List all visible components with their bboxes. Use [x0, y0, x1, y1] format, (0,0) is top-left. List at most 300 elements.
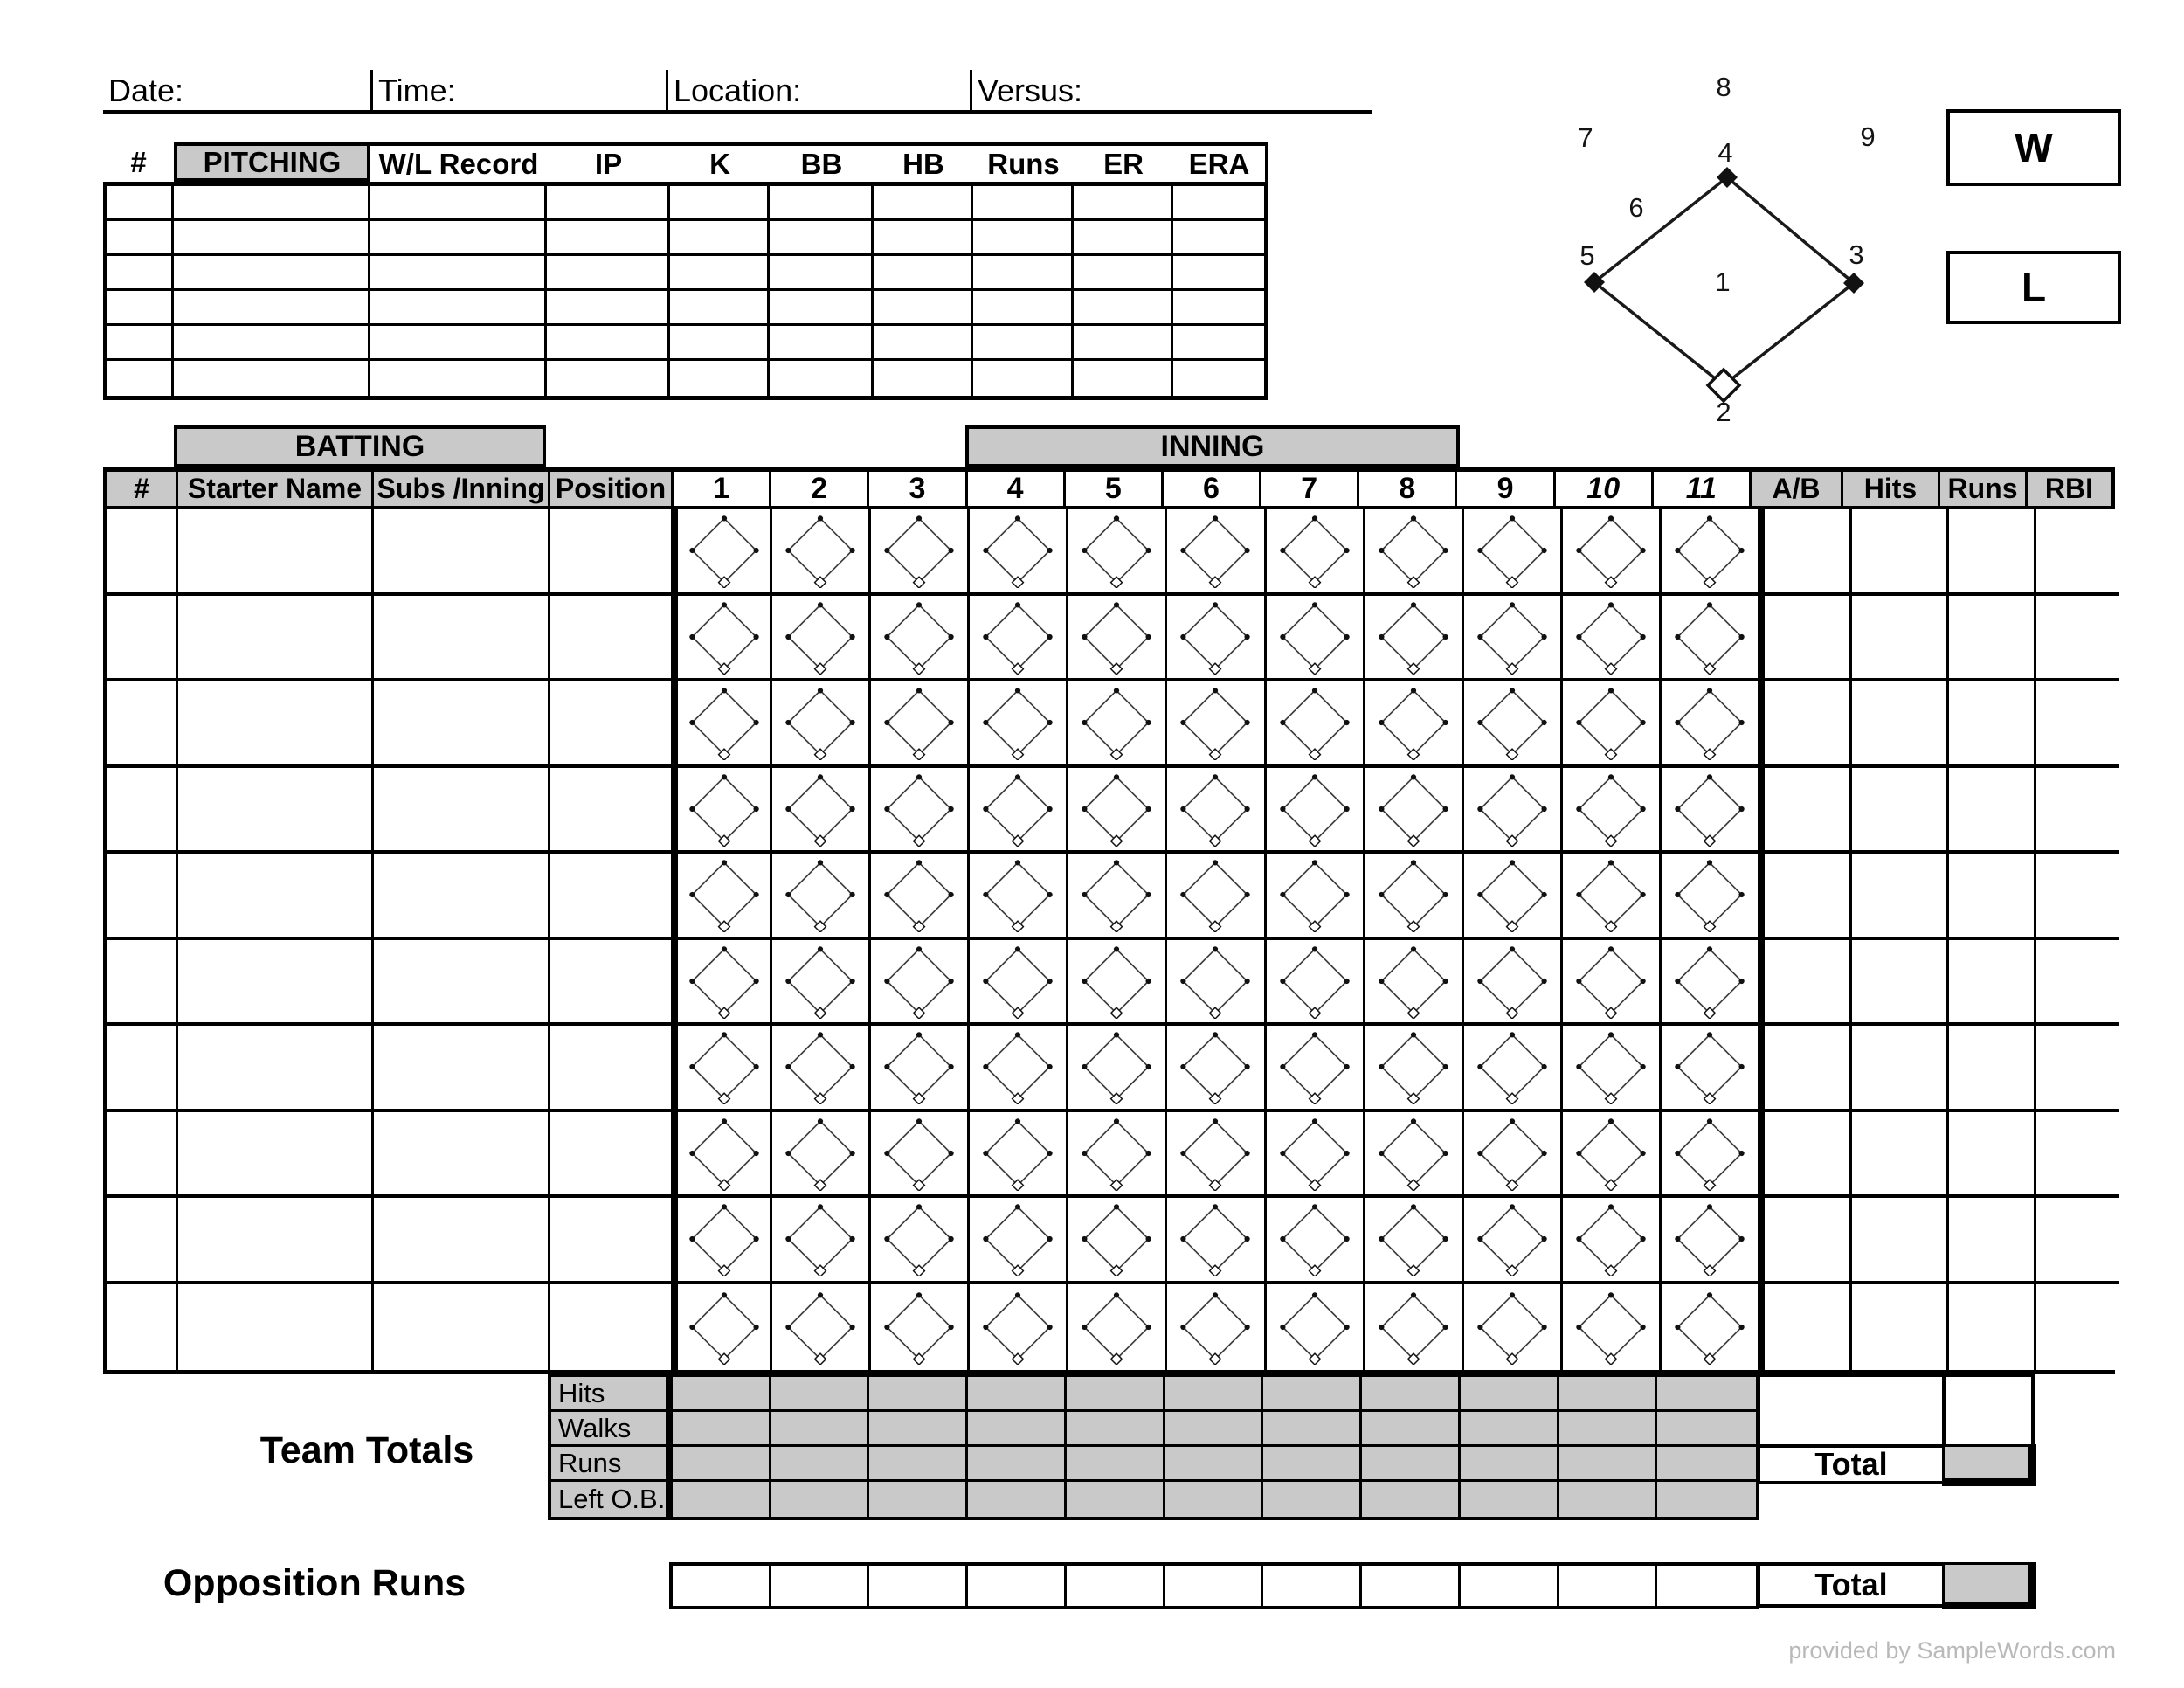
player-info-cell[interactable]: [374, 940, 550, 1023]
batter-stat-cell[interactable]: [1949, 854, 2036, 937]
inning-score-cell[interactable]: [1167, 1112, 1266, 1195]
team-total-input-cell[interactable]: [1559, 1412, 1658, 1447]
inning-score-cell[interactable]: [1167, 596, 1266, 679]
inning-score-cell[interactable]: [1267, 768, 1365, 851]
batter-stat-cell[interactable]: [1760, 1284, 1852, 1371]
player-info-cell[interactable]: [550, 1284, 674, 1371]
inning-score-cell[interactable]: [970, 1198, 1068, 1281]
inning-score-cell[interactable]: [1267, 1284, 1365, 1371]
game-info-field-location[interactable]: [666, 70, 970, 110]
batter-stat-cell[interactable]: [2036, 596, 2119, 679]
team-total-input-cell[interactable]: [673, 1412, 771, 1447]
inning-score-cell[interactable]: [1267, 596, 1365, 679]
inning-score-cell[interactable]: [1167, 940, 1266, 1023]
inning-score-cell[interactable]: [1662, 509, 1760, 592]
inning-score-cell[interactable]: [1563, 681, 1662, 764]
inning-score-cell[interactable]: [970, 1112, 1068, 1195]
player-info-cell[interactable]: [107, 1112, 178, 1195]
batter-stat-cell[interactable]: [1760, 768, 1852, 851]
pitching-input-cell[interactable]: [107, 186, 174, 221]
inning-score-cell[interactable]: [1662, 940, 1760, 1023]
team-total-input-cell[interactable]: [1362, 1447, 1461, 1482]
pitching-input-cell[interactable]: [547, 221, 670, 256]
opposition-run-cell[interactable]: [673, 1566, 771, 1606]
inning-score-cell[interactable]: [970, 768, 1068, 851]
team-total-input-cell[interactable]: [1559, 1447, 1658, 1482]
batter-stat-cell[interactable]: [1852, 509, 1949, 592]
batter-stat-cell[interactable]: [1852, 854, 1949, 937]
player-info-cell[interactable]: [178, 940, 374, 1023]
inning-score-cell[interactable]: [1662, 854, 1760, 937]
inning-score-cell[interactable]: [1267, 509, 1365, 592]
team-total-input-cell[interactable]: [673, 1377, 771, 1412]
player-info-cell[interactable]: [550, 1026, 674, 1109]
inning-score-cell[interactable]: [674, 854, 772, 937]
inning-score-cell[interactable]: [674, 768, 772, 851]
inning-score-cell[interactable]: [1267, 940, 1365, 1023]
team-total-value-cell[interactable]: [1942, 1444, 2036, 1486]
team-total-input-cell[interactable]: [869, 1377, 968, 1412]
inning-score-cell[interactable]: [1068, 509, 1167, 592]
pitching-input-cell[interactable]: [174, 186, 370, 221]
team-total-input-cell[interactable]: [968, 1447, 1067, 1482]
inning-score-cell[interactable]: [1464, 1284, 1563, 1371]
team-total-input-cell[interactable]: [869, 1447, 968, 1482]
inning-score-cell[interactable]: [1662, 1198, 1760, 1281]
inning-score-cell[interactable]: [674, 1112, 772, 1195]
opposition-run-cell[interactable]: [1067, 1566, 1165, 1606]
batter-stat-cell[interactable]: [1760, 1112, 1852, 1195]
inning-score-cell[interactable]: [871, 596, 970, 679]
inning-score-cell[interactable]: [1068, 1198, 1167, 1281]
player-info-cell[interactable]: [550, 940, 674, 1023]
batter-stat-cell[interactable]: [1949, 940, 2036, 1023]
team-total-input-cell[interactable]: [1362, 1377, 1461, 1412]
team-total-input-cell[interactable]: [1657, 1482, 1756, 1517]
inning-score-cell[interactable]: [1267, 681, 1365, 764]
inning-score-cell[interactable]: [970, 1284, 1068, 1371]
player-info-cell[interactable]: [550, 1198, 674, 1281]
game-info-field-time[interactable]: [370, 70, 666, 110]
team-total-input-cell[interactable]: [1263, 1412, 1362, 1447]
team-total-input-cell[interactable]: [968, 1482, 1067, 1517]
inning-score-cell[interactable]: [1563, 1026, 1662, 1109]
opposition-run-cell[interactable]: [1165, 1566, 1264, 1606]
opposition-run-cell[interactable]: [1559, 1566, 1658, 1606]
batter-stat-cell[interactable]: [2036, 854, 2119, 937]
player-info-cell[interactable]: [178, 681, 374, 764]
pitching-input-cell[interactable]: [174, 256, 370, 291]
player-info-cell[interactable]: [107, 1198, 178, 1281]
team-total-input-cell[interactable]: [1362, 1482, 1461, 1517]
inning-score-cell[interactable]: [674, 1284, 772, 1371]
player-info-cell[interactable]: [107, 681, 178, 764]
pitching-input-cell[interactable]: [770, 256, 874, 291]
pitching-input-cell[interactable]: [370, 256, 547, 291]
batter-stat-cell[interactable]: [1949, 1284, 2036, 1371]
inning-score-cell[interactable]: [1068, 596, 1167, 679]
team-total-input-cell[interactable]: [869, 1482, 968, 1517]
player-info-cell[interactable]: [374, 854, 550, 937]
inning-score-cell[interactable]: [1167, 1198, 1266, 1281]
player-info-cell[interactable]: [178, 768, 374, 851]
pitching-input-cell[interactable]: [370, 186, 547, 221]
batter-stat-cell[interactable]: [1949, 509, 2036, 592]
player-info-cell[interactable]: [107, 596, 178, 679]
team-total-input-cell[interactable]: [1165, 1447, 1264, 1482]
team-total-input-cell[interactable]: [869, 1412, 968, 1447]
batter-stat-cell[interactable]: [1852, 1198, 1949, 1281]
team-total-input-cell[interactable]: [771, 1482, 870, 1517]
batter-stat-cell[interactable]: [1852, 1284, 1949, 1371]
inning-score-cell[interactable]: [1563, 509, 1662, 592]
player-info-cell[interactable]: [550, 681, 674, 764]
inning-score-cell[interactable]: [674, 1198, 772, 1281]
batter-stat-cell[interactable]: [1852, 940, 1949, 1023]
inning-score-cell[interactable]: [871, 1026, 970, 1109]
player-info-cell[interactable]: [550, 768, 674, 851]
batter-stat-cell[interactable]: [2036, 940, 2119, 1023]
inning-score-cell[interactable]: [1365, 1198, 1464, 1281]
inning-score-cell[interactable]: [772, 940, 871, 1023]
player-info-cell[interactable]: [178, 596, 374, 679]
team-total-input-cell[interactable]: [1263, 1377, 1362, 1412]
batter-stat-cell[interactable]: [2036, 509, 2119, 592]
inning-score-cell[interactable]: [871, 854, 970, 937]
inning-score-cell[interactable]: [1068, 681, 1167, 764]
pitching-input-cell[interactable]: [1173, 326, 1264, 361]
batter-stat-cell[interactable]: [1760, 854, 1852, 937]
inning-score-cell[interactable]: [674, 596, 772, 679]
opposition-run-cell[interactable]: [1657, 1566, 1756, 1606]
pitching-input-cell[interactable]: [973, 256, 1074, 291]
pitching-input-cell[interactable]: [370, 361, 547, 396]
inning-score-cell[interactable]: [970, 681, 1068, 764]
inning-score-cell[interactable]: [1464, 596, 1563, 679]
player-info-cell[interactable]: [374, 768, 550, 851]
pitching-input-cell[interactable]: [874, 291, 973, 326]
inning-score-cell[interactable]: [1167, 1284, 1266, 1371]
player-info-cell[interactable]: [550, 854, 674, 937]
player-info-cell[interactable]: [178, 509, 374, 592]
inning-score-cell[interactable]: [1267, 1198, 1365, 1281]
inning-score-cell[interactable]: [1365, 940, 1464, 1023]
player-info-cell[interactable]: [550, 596, 674, 679]
pitching-input-cell[interactable]: [770, 186, 874, 221]
inning-score-cell[interactable]: [871, 768, 970, 851]
batter-stat-cell[interactable]: [1760, 596, 1852, 679]
batter-stat-cell[interactable]: [1949, 596, 2036, 679]
pitching-input-cell[interactable]: [770, 291, 874, 326]
inning-score-cell[interactable]: [674, 509, 772, 592]
inning-score-cell[interactable]: [772, 1284, 871, 1371]
inning-score-cell[interactable]: [1464, 681, 1563, 764]
pitching-input-cell[interactable]: [174, 291, 370, 326]
pitching-input-cell[interactable]: [670, 291, 770, 326]
player-info-cell[interactable]: [374, 1284, 550, 1371]
player-info-cell[interactable]: [178, 1112, 374, 1195]
inning-score-cell[interactable]: [871, 940, 970, 1023]
team-total-input-cell[interactable]: [771, 1377, 870, 1412]
batter-stat-cell[interactable]: [1949, 768, 2036, 851]
inning-score-cell[interactable]: [871, 1112, 970, 1195]
inning-score-cell[interactable]: [674, 1026, 772, 1109]
pitching-input-cell[interactable]: [874, 221, 973, 256]
player-info-cell[interactable]: [107, 509, 178, 592]
team-total-input-cell[interactable]: [1263, 1447, 1362, 1482]
inning-score-cell[interactable]: [1464, 854, 1563, 937]
team-total-input-cell[interactable]: [968, 1377, 1067, 1412]
pitching-input-cell[interactable]: [670, 361, 770, 396]
inning-score-cell[interactable]: [970, 940, 1068, 1023]
inning-score-cell[interactable]: [1068, 1112, 1167, 1195]
pitching-input-cell[interactable]: [1074, 186, 1173, 221]
opposition-run-cell[interactable]: [1263, 1566, 1362, 1606]
opposition-run-cell[interactable]: [869, 1566, 968, 1606]
batter-stat-cell[interactable]: [2036, 768, 2119, 851]
inning-score-cell[interactable]: [772, 1112, 871, 1195]
inning-score-cell[interactable]: [1167, 681, 1266, 764]
player-info-cell[interactable]: [178, 1284, 374, 1371]
inning-score-cell[interactable]: [772, 1026, 871, 1109]
player-info-cell[interactable]: [107, 1284, 178, 1371]
loss-box[interactable]: [1946, 251, 2121, 324]
inning-score-cell[interactable]: [1662, 596, 1760, 679]
inning-score-cell[interactable]: [871, 1284, 970, 1371]
inning-score-cell[interactable]: [1068, 854, 1167, 937]
team-total-input-cell[interactable]: [1067, 1447, 1165, 1482]
player-info-cell[interactable]: [374, 1026, 550, 1109]
inning-score-cell[interactable]: [1662, 768, 1760, 851]
inning-score-cell[interactable]: [772, 509, 871, 592]
pitching-input-cell[interactable]: [107, 291, 174, 326]
inning-score-cell[interactable]: [674, 940, 772, 1023]
batter-stat-cell[interactable]: [1852, 596, 1949, 679]
team-total-input-cell[interactable]: [1263, 1482, 1362, 1517]
team-total-input-cell[interactable]: [771, 1412, 870, 1447]
pitching-input-cell[interactable]: [174, 326, 370, 361]
inning-score-cell[interactable]: [1662, 1112, 1760, 1195]
inning-score-cell[interactable]: [1662, 681, 1760, 764]
team-total-input-cell[interactable]: [673, 1482, 771, 1517]
pitching-input-cell[interactable]: [770, 361, 874, 396]
batter-stat-cell[interactable]: [1852, 1112, 1949, 1195]
player-info-cell[interactable]: [550, 509, 674, 592]
inning-score-cell[interactable]: [1365, 1112, 1464, 1195]
pitching-input-cell[interactable]: [547, 326, 670, 361]
team-total-input-cell[interactable]: [1362, 1412, 1461, 1447]
pitching-input-cell[interactable]: [370, 291, 547, 326]
opposition-total-value-cell[interactable]: [1942, 1562, 2036, 1609]
inning-score-cell[interactable]: [1167, 854, 1266, 937]
pitching-input-cell[interactable]: [1173, 361, 1264, 396]
pitching-input-cell[interactable]: [547, 186, 670, 221]
inning-score-cell[interactable]: [1464, 509, 1563, 592]
batter-stat-cell[interactable]: [1949, 1112, 2036, 1195]
player-info-cell[interactable]: [178, 1026, 374, 1109]
pitching-input-cell[interactable]: [670, 221, 770, 256]
inning-score-cell[interactable]: [1068, 1284, 1167, 1371]
inning-score-cell[interactable]: [1365, 854, 1464, 937]
batter-stat-cell[interactable]: [1760, 509, 1852, 592]
inning-score-cell[interactable]: [970, 854, 1068, 937]
team-total-input-cell[interactable]: [1461, 1377, 1559, 1412]
pitching-input-cell[interactable]: [1173, 256, 1264, 291]
inning-score-cell[interactable]: [871, 1198, 970, 1281]
team-total-input-cell[interactable]: [1165, 1377, 1264, 1412]
inning-score-cell[interactable]: [871, 681, 970, 764]
pitching-input-cell[interactable]: [547, 256, 670, 291]
team-total-input-cell[interactable]: [1657, 1412, 1756, 1447]
pitching-input-cell[interactable]: [174, 221, 370, 256]
inning-score-cell[interactable]: [772, 1198, 871, 1281]
totals-runs-column-box[interactable]: [1942, 1373, 2035, 1448]
team-total-input-cell[interactable]: [1559, 1482, 1658, 1517]
inning-score-cell[interactable]: [1464, 1112, 1563, 1195]
team-total-input-cell[interactable]: [1067, 1377, 1165, 1412]
inning-score-cell[interactable]: [970, 596, 1068, 679]
pitching-input-cell[interactable]: [1074, 326, 1173, 361]
batter-stat-cell[interactable]: [2036, 1198, 2119, 1281]
team-total-input-cell[interactable]: [1165, 1482, 1264, 1517]
inning-score-cell[interactable]: [1068, 768, 1167, 851]
inning-score-cell[interactable]: [1563, 1284, 1662, 1371]
inning-score-cell[interactable]: [1662, 1026, 1760, 1109]
inning-score-cell[interactable]: [970, 1026, 1068, 1109]
inning-score-cell[interactable]: [1662, 1284, 1760, 1371]
batter-stat-cell[interactable]: [1760, 1198, 1852, 1281]
batter-stat-cell[interactable]: [1949, 681, 2036, 764]
inning-score-cell[interactable]: [1167, 768, 1266, 851]
inning-score-cell[interactable]: [1267, 854, 1365, 937]
batter-stat-cell[interactable]: [1760, 940, 1852, 1023]
pitching-input-cell[interactable]: [107, 256, 174, 291]
inning-score-cell[interactable]: [772, 768, 871, 851]
inning-score-cell[interactable]: [1365, 681, 1464, 764]
team-total-input-cell[interactable]: [1657, 1377, 1756, 1412]
pitching-input-cell[interactable]: [107, 361, 174, 396]
inning-score-cell[interactable]: [871, 509, 970, 592]
team-total-input-cell[interactable]: [1559, 1377, 1658, 1412]
pitching-input-cell[interactable]: [973, 326, 1074, 361]
pitching-input-cell[interactable]: [670, 186, 770, 221]
team-total-input-cell[interactable]: [1461, 1447, 1559, 1482]
batter-stat-cell[interactable]: [1760, 681, 1852, 764]
player-info-cell[interactable]: [374, 1112, 550, 1195]
inning-score-cell[interactable]: [1267, 1026, 1365, 1109]
opposition-run-cell[interactable]: [1461, 1566, 1559, 1606]
team-total-input-cell[interactable]: [1461, 1482, 1559, 1517]
batter-stat-cell[interactable]: [2036, 1112, 2119, 1195]
batter-stat-cell[interactable]: [1852, 681, 1949, 764]
player-info-cell[interactable]: [107, 940, 178, 1023]
inning-score-cell[interactable]: [1365, 1026, 1464, 1109]
pitching-input-cell[interactable]: [770, 326, 874, 361]
inning-score-cell[interactable]: [1365, 596, 1464, 679]
batter-stat-cell[interactable]: [1852, 1026, 1949, 1109]
inning-score-cell[interactable]: [1563, 1198, 1662, 1281]
inning-score-cell[interactable]: [1068, 1026, 1167, 1109]
pitching-input-cell[interactable]: [874, 361, 973, 396]
inning-score-cell[interactable]: [970, 509, 1068, 592]
inning-score-cell[interactable]: [1563, 596, 1662, 679]
inning-score-cell[interactable]: [1464, 1026, 1563, 1109]
player-info-cell[interactable]: [374, 681, 550, 764]
team-total-input-cell[interactable]: [1461, 1412, 1559, 1447]
pitching-input-cell[interactable]: [1074, 221, 1173, 256]
pitching-input-cell[interactable]: [1074, 361, 1173, 396]
inning-score-cell[interactable]: [1365, 768, 1464, 851]
player-info-cell[interactable]: [178, 1198, 374, 1281]
pitching-input-cell[interactable]: [174, 361, 370, 396]
player-info-cell[interactable]: [178, 854, 374, 937]
pitching-input-cell[interactable]: [1074, 291, 1173, 326]
inning-score-cell[interactable]: [1267, 1112, 1365, 1195]
pitching-input-cell[interactable]: [1173, 186, 1264, 221]
inning-score-cell[interactable]: [1464, 1198, 1563, 1281]
team-total-input-cell[interactable]: [1067, 1482, 1165, 1517]
game-info-field-versus[interactable]: [970, 70, 1372, 110]
team-total-input-cell[interactable]: [1067, 1412, 1165, 1447]
pitching-input-cell[interactable]: [973, 291, 1074, 326]
batter-stat-cell[interactable]: [1949, 1026, 2036, 1109]
batter-stat-cell[interactable]: [2036, 1284, 2119, 1371]
batter-stat-cell[interactable]: [1852, 768, 1949, 851]
inning-score-cell[interactable]: [1167, 509, 1266, 592]
inning-score-cell[interactable]: [1464, 940, 1563, 1023]
pitching-input-cell[interactable]: [973, 361, 1074, 396]
team-total-input-cell[interactable]: [1657, 1447, 1756, 1482]
opposition-run-cell[interactable]: [1362, 1566, 1461, 1606]
pitching-input-cell[interactable]: [1074, 256, 1173, 291]
pitching-input-cell[interactable]: [107, 221, 174, 256]
pitching-input-cell[interactable]: [370, 221, 547, 256]
player-info-cell[interactable]: [107, 1026, 178, 1109]
pitching-input-cell[interactable]: [670, 326, 770, 361]
inning-score-cell[interactable]: [772, 854, 871, 937]
inning-score-cell[interactable]: [1365, 509, 1464, 592]
player-info-cell[interactable]: [107, 854, 178, 937]
batter-stat-cell[interactable]: [1760, 1026, 1852, 1109]
pitching-input-cell[interactable]: [874, 326, 973, 361]
inning-score-cell[interactable]: [1563, 854, 1662, 937]
inning-score-cell[interactable]: [1167, 1026, 1266, 1109]
opposition-run-cell[interactable]: [968, 1566, 1067, 1606]
batter-stat-cell[interactable]: [2036, 681, 2119, 764]
player-info-cell[interactable]: [107, 768, 178, 851]
pitching-input-cell[interactable]: [670, 256, 770, 291]
inning-score-cell[interactable]: [1563, 1112, 1662, 1195]
pitching-input-cell[interactable]: [107, 326, 174, 361]
player-info-cell[interactable]: [374, 509, 550, 592]
inning-score-cell[interactable]: [772, 596, 871, 679]
batter-stat-cell[interactable]: [2036, 1026, 2119, 1109]
pitching-input-cell[interactable]: [547, 361, 670, 396]
inning-score-cell[interactable]: [1365, 1284, 1464, 1371]
pitching-input-cell[interactable]: [1173, 291, 1264, 326]
win-box[interactable]: [1946, 109, 2121, 186]
player-info-cell[interactable]: [550, 1112, 674, 1195]
player-info-cell[interactable]: [374, 596, 550, 679]
player-info-cell[interactable]: [374, 1198, 550, 1281]
inning-score-cell[interactable]: [674, 681, 772, 764]
team-total-input-cell[interactable]: [673, 1447, 771, 1482]
inning-score-cell[interactable]: [772, 681, 871, 764]
batter-stat-cell[interactable]: [1949, 1198, 2036, 1281]
inning-score-cell[interactable]: [1563, 940, 1662, 1023]
pitching-input-cell[interactable]: [973, 221, 1074, 256]
team-total-input-cell[interactable]: [1165, 1412, 1264, 1447]
